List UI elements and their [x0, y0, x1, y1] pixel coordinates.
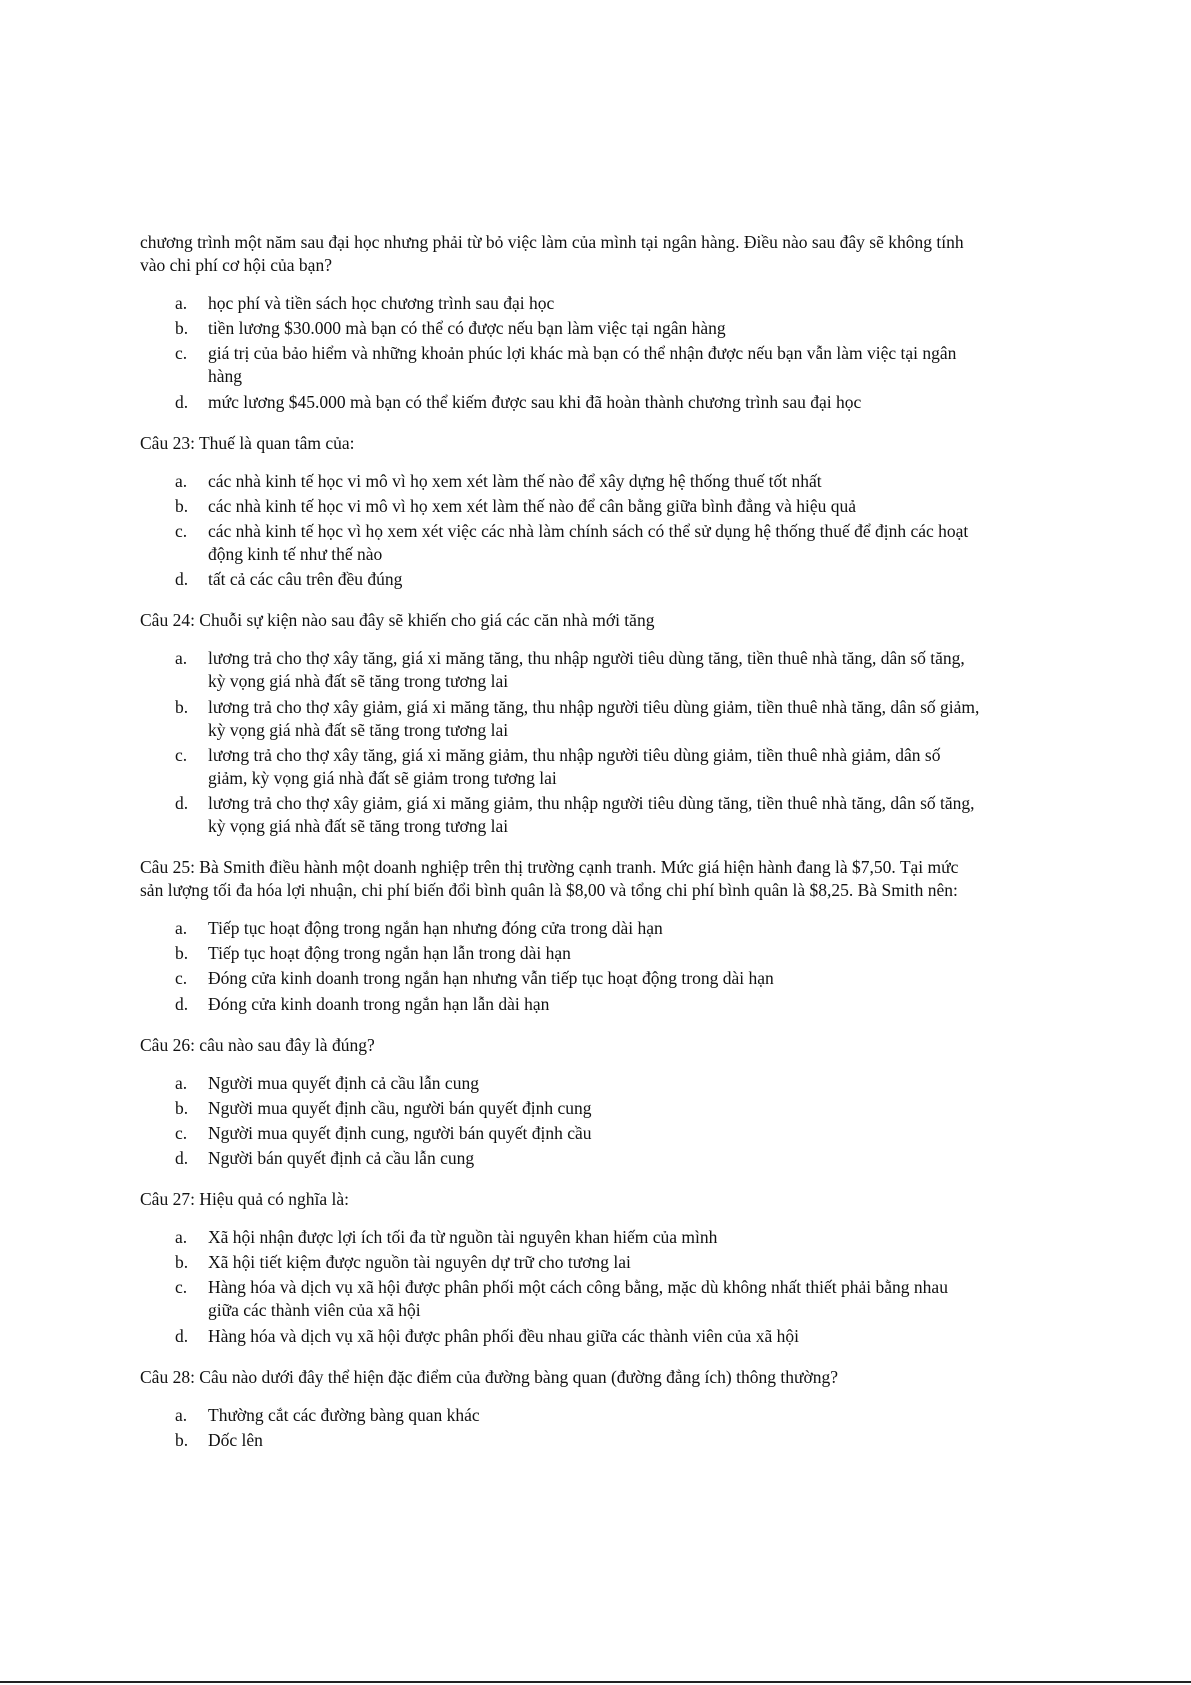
option-item — [175, 1122, 980, 1145]
question-26 — [140, 1034, 980, 1170]
option-item — [175, 470, 980, 493]
option-letter: c. — [175, 744, 188, 765]
option-letter: c. — [175, 1122, 188, 1143]
option-text: lương trả cho thợ xây tăng, giá xi măng giảm, thu nhập người tiêu dùng giảm, tiền thuê nhà giảm, dân số giảm, kỳ vọng giá nhà đất sẽ giảm trong tương lai — [208, 744, 941, 788]
option-letter: b. — [175, 1252, 189, 1273]
option-item — [175, 917, 980, 940]
option-text: học phí và tiền sách học chương trình sau đại học — [208, 293, 555, 314]
option-text: các nhà kinh tế học vì họ xem xét việc các nhà làm chính sách có thể sử dụng hệ thống thuế để định các hoạt động kinh tế như thế nào — [208, 520, 969, 565]
option-letter: d. — [175, 792, 189, 813]
option-text: Người mua quyết định cung, người bán quyết định cầu — [208, 1122, 592, 1143]
option-letter: a. — [175, 1227, 188, 1248]
option-text: Thường cắt các đường bàng quan khác — [208, 1404, 480, 1425]
option-item — [175, 1404, 980, 1427]
option-text: lương trả cho thợ xây tăng, giá xi măng tăng, thu nhập người tiêu dùng tăng, tiền thuê nhà tăng, dân số tăng, kỳ vọng giá nhà đất sẽ tăng trong tương lai — [208, 648, 965, 692]
option-text: Người mua quyết định cả cầu lẫn cung — [208, 1072, 479, 1093]
option-item — [175, 792, 980, 838]
option-letter: b. — [175, 1429, 189, 1450]
option-text: Tiếp tục hoạt động trong ngắn hạn nhưng đóng cửa trong dài hạn — [208, 918, 663, 939]
question-title: Câu 28: Câu nào dưới đây thể hiện đặc điểm của đường bàng quan (đường đẳng ích) thông thường? — [140, 1366, 838, 1387]
option-item — [175, 967, 980, 990]
option-item — [175, 292, 980, 315]
option-item — [175, 942, 980, 965]
option-list — [140, 647, 980, 838]
option-text: Hàng hóa và dịch vụ xã hội được phân phối đều nhau giữa các thành viên của xã hội — [208, 1325, 799, 1346]
option-item — [175, 1276, 980, 1322]
option-letter: a. — [175, 648, 188, 669]
option-letter: a. — [175, 470, 188, 491]
question-24 — [140, 609, 980, 838]
option-letter: d. — [175, 993, 189, 1014]
question-22-continuation — [140, 231, 980, 414]
option-text: Đóng cửa kinh doanh trong ngắn hạn nhưng vẫn tiếp tục hoạt động trong dài hạn — [208, 968, 774, 989]
option-item — [175, 1429, 980, 1452]
question-27 — [140, 1188, 980, 1348]
option-letter: d. — [175, 569, 189, 590]
question-28 — [140, 1366, 980, 1452]
option-text: Đóng cửa kinh doanh trong ngắn hạn lẫn dài hạn — [208, 993, 550, 1014]
option-list — [140, 1226, 980, 1347]
option-item — [175, 647, 980, 693]
question-title: Câu 24: Chuỗi sự kiện nào sau đây sẽ khiến cho giá các căn nhà mới tăng — [140, 610, 655, 631]
page-bottom-rule — [0, 1681, 1191, 1683]
question-title: Câu 27: Hiệu quả có nghĩa là: — [140, 1189, 349, 1210]
question-text: chương trình một năm sau đại học nhưng phải từ bỏ việc làm của mình tại ngân hàng. Điều nào sau đây sẽ không tính vào chi phí cơ hội của bạn? — [140, 232, 964, 276]
option-text: mức lương $45.000 mà bạn có thể kiếm được sau khi đã hoàn thành chương trình sau đại học — [208, 391, 862, 412]
option-text: Hàng hóa và dịch vụ xã hội được phân phối một cách công bằng, mặc dù không nhất thiết phải bằng nhau giữa các thành viên của xã hội — [208, 1277, 948, 1321]
option-text: tiền lương $30.000 mà bạn có thể có được nếu bạn làm việc tại ngân hàng — [208, 318, 726, 339]
option-letter: a. — [175, 1404, 188, 1425]
question-title: Câu 23: Thuế là quan tâm của: — [140, 432, 355, 453]
option-text: các nhà kinh tế học vi mô vì họ xem xét làm thế nào để cân bằng giữa bình đẳng và hiệu quả — [208, 495, 857, 516]
option-letter: a. — [175, 1072, 188, 1093]
option-text: Xã hội tiết kiệm được nguồn tài nguyên dự trữ cho tương lai — [208, 1252, 631, 1273]
question-title: Câu 26: câu nào sau đây là đúng? — [140, 1034, 375, 1055]
option-item — [175, 744, 980, 790]
option-item — [175, 1251, 980, 1274]
option-item — [175, 1147, 980, 1170]
option-item — [175, 317, 980, 340]
option-item — [175, 568, 980, 591]
option-letter: b. — [175, 318, 189, 339]
option-letter: a. — [175, 918, 188, 939]
option-text: Người bán quyết định cả cầu lẫn cung — [208, 1148, 475, 1168]
option-text: các nhà kinh tế học vi mô vì họ xem xét làm thế nào để xây dựng hệ thống thuế tốt nhất — [208, 470, 822, 491]
option-list — [140, 1072, 980, 1170]
option-letter: b. — [175, 495, 189, 516]
question-title: Câu 25: Bà Smith điều hành một doanh nghiệp trên thị trường cạnh tranh. Mức giá hiện hành đang là $7,50. Tại mức sản lượng tối đa hóa lợi nhuận, chi phí biến đổi bình quân là $8,00 và tổng chi phí bình quân là $8,25. Bà Smith nên: — [140, 857, 959, 901]
option-item — [175, 1072, 980, 1095]
option-text: Dốc lên — [208, 1429, 263, 1450]
option-letter: d. — [175, 391, 189, 412]
option-letter: c. — [175, 343, 188, 364]
option-letter: c. — [175, 1277, 188, 1298]
option-item — [175, 520, 980, 566]
option-list — [140, 292, 980, 413]
option-item — [175, 342, 980, 388]
option-letter: b. — [175, 1097, 189, 1118]
option-item — [175, 993, 980, 1016]
option-text: giá trị của bảo hiểm và những khoản phúc lợi khác mà bạn có thể nhận được nếu bạn vẫn làm việc tại ngân hàng — [208, 343, 957, 387]
option-list — [140, 470, 980, 591]
option-letter: c. — [175, 520, 188, 541]
option-text: Tiếp tục hoạt động trong ngắn hạn lẫn trong dài hạn — [208, 943, 571, 964]
option-letter: b. — [175, 696, 189, 717]
option-text: lương trả cho thợ xây giảm, giá xi măng giảm, thu nhập người tiêu dùng tăng, tiền thuê nhà tăng, dân số tăng, kỳ vọng giá nhà đất sẽ tăng trong tương lai — [208, 792, 975, 836]
option-item — [175, 696, 980, 742]
option-letter: d. — [175, 1148, 189, 1168]
option-text: lương trả cho thợ xây giảm, giá xi măng tăng, thu nhập người tiêu dùng giảm, tiền thuê nhà tăng, dân số giảm, kỳ vọng giá nhà đất sẽ tăng trong tương lai — [208, 696, 980, 740]
option-list — [140, 917, 980, 1015]
option-item — [175, 1325, 980, 1348]
question-23 — [140, 432, 980, 592]
option-text: tất cả các câu trên đều đúng — [208, 569, 403, 590]
option-letter: d. — [175, 1325, 189, 1346]
option-letter: c. — [175, 968, 188, 989]
option-letter: b. — [175, 943, 189, 964]
option-text: Người mua quyết định cầu, người bán quyết định cung — [208, 1097, 592, 1118]
option-list — [140, 1404, 980, 1452]
option-text: Xã hội nhận được lợi ích tối đa từ nguồn tài nguyên khan hiếm của mình — [208, 1227, 718, 1248]
option-item — [175, 1226, 980, 1249]
option-item — [175, 391, 980, 414]
option-item — [175, 495, 980, 518]
option-item — [175, 1097, 980, 1120]
option-letter: a. — [175, 293, 188, 314]
document-page — [140, 231, 980, 1470]
question-25 — [140, 856, 980, 1016]
